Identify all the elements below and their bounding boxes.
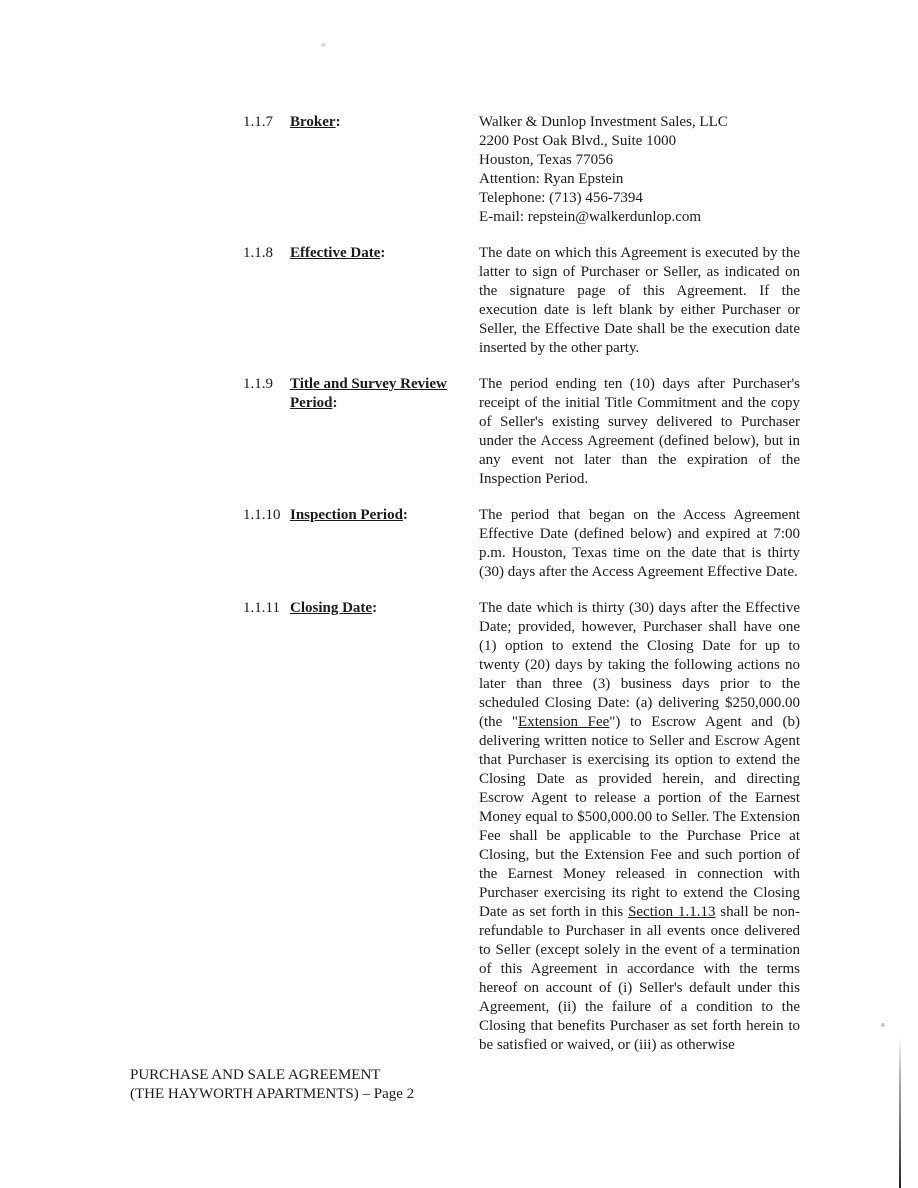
definition-text bbox=[479, 506, 800, 582]
section-number: 1.1.7 bbox=[243, 114, 273, 130]
defined-term-text: Inspection Period bbox=[290, 507, 403, 523]
defined-term-text: Closing Date bbox=[290, 600, 373, 616]
underlined-reference: Section 1.1.13 bbox=[628, 904, 716, 920]
definition-row-1.1.7 bbox=[243, 113, 800, 227]
section-number: 1.1.11 bbox=[243, 600, 280, 616]
definition-line: Houston, Texas 77056 bbox=[479, 152, 614, 168]
defined-term-text: Broker bbox=[290, 114, 336, 130]
defined-term: Inspection Period: bbox=[290, 507, 408, 523]
definition-line: 2200 Post Oak Blvd., Suite 1000 bbox=[479, 133, 677, 149]
defined-term-text: Title and Survey Review Period bbox=[290, 376, 447, 411]
definition-segment: The period that began on the Access Agreement Effective Date (defined below) and expired at 7:00 p.m. Houston, Texas time on the date that is thirty (30) days after the Access Agreement Effective Date. bbox=[479, 507, 800, 580]
definition-row-1.1.9 bbox=[243, 375, 800, 489]
defined-term: Title and Survey Review Period: bbox=[290, 376, 447, 411]
definition-line: Telephone: (713) 456-7394 bbox=[479, 190, 643, 206]
definition-text bbox=[479, 375, 800, 489]
definition-segment: The date which is thirty (30) days after the Effective Date; provided, however, Purchaser shall have one (1) option to extend the Closing Date for up to twenty (20) days by taking the following actions no later than three (3) business days prior to the scheduled Closing Date: (a) delivering $250,000.00 (the " bbox=[479, 600, 800, 730]
section-number: 1.1.9 bbox=[243, 376, 273, 392]
definition-text bbox=[479, 113, 800, 227]
definition-row-1.1.8 bbox=[243, 244, 800, 358]
definition-row-1.1.10 bbox=[243, 506, 800, 582]
definition-segment: shall be non-refundable to Purchaser in all events once delivered to Seller (except solely in the event of a termination of this Agreement in accordance with the terms hereof on account of (i) Seller's default under this Agreement, (ii) the failure of a condition to the Closing that benefits Purchaser as set forth herein to be satisfied or waived, or (iii) as otherwise bbox=[479, 904, 800, 1053]
underlined-reference: Extension Fee bbox=[518, 714, 610, 730]
definition-segment: The date on which this Agreement is executed by the latter to sign of Purchaser or Seller, as indicated on the signature page of this Agreement. If the execution date is left blank by either Purchaser or Seller, the Effective Date shall be the execution date inserted by the other party. bbox=[479, 245, 800, 356]
definition-text bbox=[479, 599, 800, 1055]
defined-term: Broker: bbox=[290, 114, 341, 130]
footer-property-page-number: (THE HAYWORTH APARTMENTS) – Page 2 bbox=[130, 1086, 415, 1102]
definition-line: E-mail: repstein@walkerdunlop.com bbox=[479, 209, 702, 225]
definition-row-1.1.11 bbox=[243, 599, 800, 1055]
definitions-list bbox=[243, 113, 800, 1072]
footer-document-title: PURCHASE AND SALE AGREEMENT bbox=[130, 1067, 381, 1083]
scan-artifact-speck bbox=[881, 1023, 885, 1027]
definition-segment: ") to Escrow Agent and (b) delivering written notice to Seller and Escrow Agent that Purchaser is exercising its option to extend the Closing Date as provided herein, and directing Escrow Agent to release a portion of the Earnest Money equal to $500,000.00 to Seller. The Extension Fee shall be applicable to the Purchase Price at Closing, but the Extension Fee and such portion of the Earnest Money released in connection with Purchaser exercising its right to extend the Closing Date as set forth in this bbox=[479, 714, 801, 920]
defined-term-text: Effective Date bbox=[290, 245, 381, 261]
section-number: 1.1.8 bbox=[243, 245, 273, 261]
definition-segment: The period ending ten (10) days after Purchaser's receipt of the initial Title Commitment and the copy of Seller's existing survey delivered to Purchaser under the Access Agreement (defined below), but in any event not later than the expiration of the Inspection Period. bbox=[479, 376, 800, 487]
definition-line: Attention: Ryan Epstein bbox=[479, 171, 624, 187]
definition-line: Walker & Dunlop Investment Sales, LLC bbox=[479, 114, 728, 130]
definition-text bbox=[479, 244, 800, 358]
section-number: 1.1.10 bbox=[243, 507, 281, 523]
defined-term: Effective Date: bbox=[290, 245, 386, 261]
scan-artifact-speck bbox=[321, 43, 326, 47]
defined-term: Closing Date: bbox=[290, 600, 378, 616]
page-footer bbox=[130, 1066, 414, 1104]
scan-artifact-line bbox=[899, 1037, 901, 1188]
